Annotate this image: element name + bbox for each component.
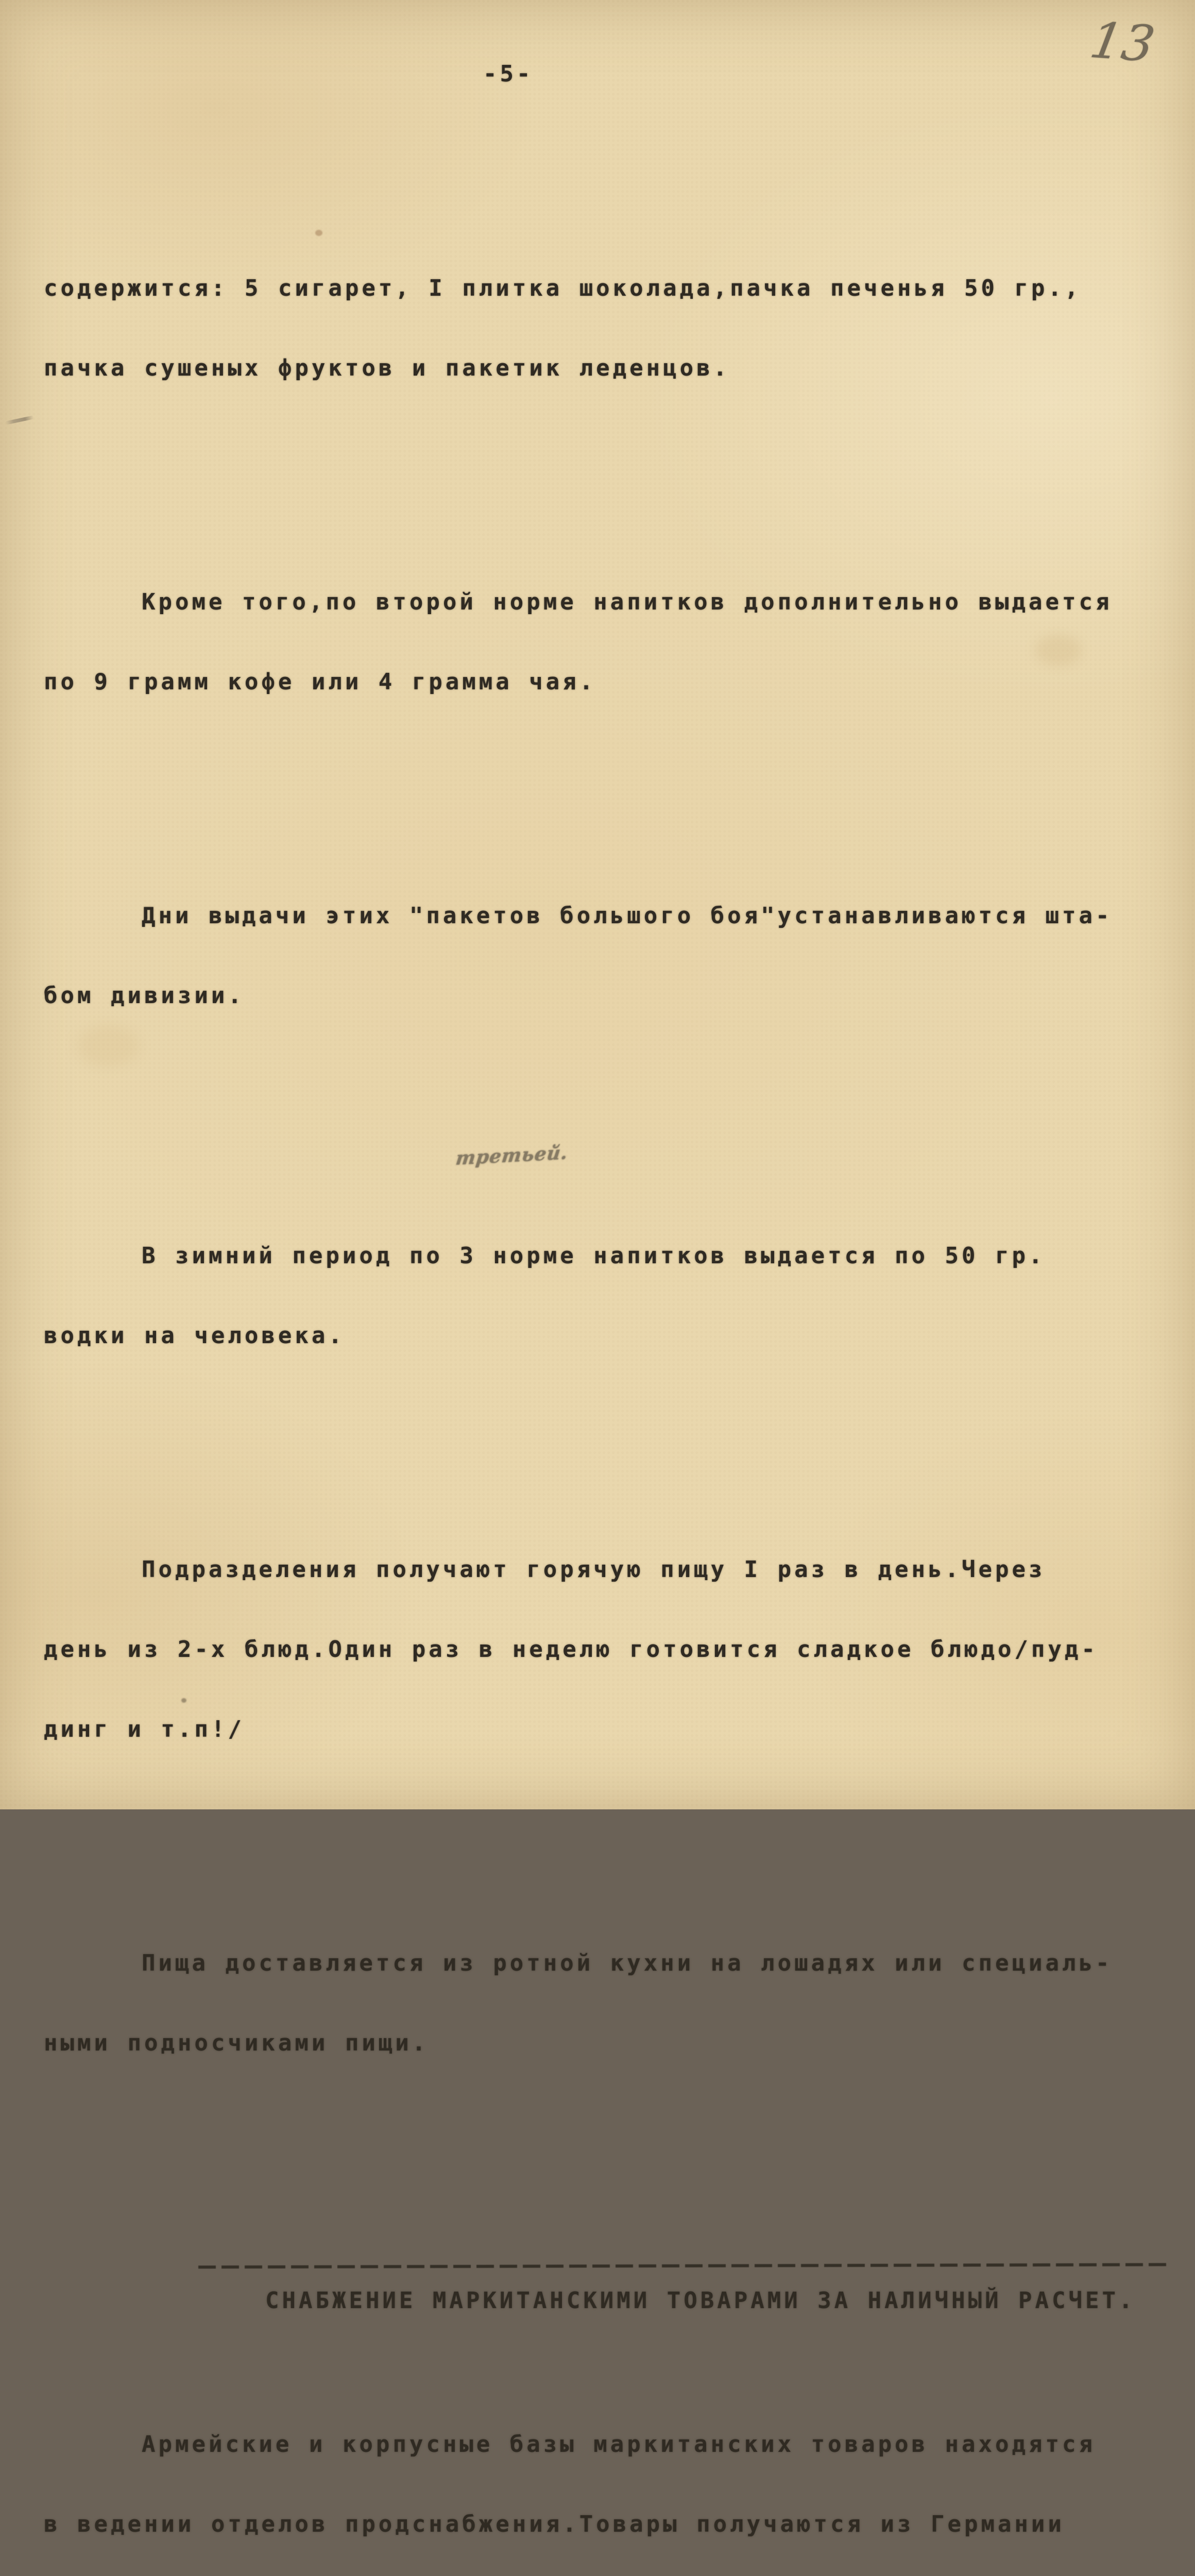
typed-page-number: -5- <box>483 61 534 87</box>
paragraph <box>44 2378 1156 2431</box>
text-line: динг и т.п!/ <box>44 1716 245 1742</box>
section-heading: СНАБЖЕНИЕ МАРКИТАНСКИМИ ТОВАРАМИ ЗА НАЛИЧНЫЙ РАСЧЕТ. <box>265 2287 1136 2314</box>
paragraph <box>44 1142 1156 1242</box>
paragraph <box>44 850 1156 902</box>
heading-underline <box>198 2263 1169 2269</box>
paragraph <box>44 1503 1156 1556</box>
pencil-annotation: третьей. <box>454 1142 570 1170</box>
document-body <box>44 143 1156 2576</box>
text-line: Подразделения получают горячую пищу I раз в день.Через <box>142 1556 1046 1583</box>
text-line: Армейские и корпусные базы маркитанских товаров находятся <box>142 2431 1096 2458</box>
text-line: Пища доставляется из ротной кухни на лошадях или специаль- <box>142 1950 1113 1976</box>
pencil-margin-mark <box>5 415 34 425</box>
text-line: ными подносчиками пищи. <box>44 2030 429 2056</box>
section-heading-block <box>44 2234 1156 2314</box>
text-line: Дни выдачи этих "пакетов большого боя"устанавливаются шта- <box>142 903 1113 929</box>
text-line: в ведении отделов продснабжения.Товары получаются из Германии <box>44 2511 1065 2537</box>
text-line: бом дивизии. <box>44 982 245 1009</box>
text-line: пачка сушеных фруктов и пакетик леденцов. <box>44 355 730 381</box>
text-line: содержится: 5 сигарет, I плитка шоколада,пачка печенья 50 гр., <box>44 275 1082 301</box>
text-line: В зимний период по 3 норме напитков выдается по 50 гр. <box>142 1243 1046 1269</box>
paragraph <box>44 222 1156 275</box>
paragraph <box>44 1897 1156 1950</box>
text-line: Кроме того,по второй норме напитков дополнительно выдается <box>142 589 1113 615</box>
text-line: водки на человека. <box>44 1323 345 1349</box>
paragraph <box>44 536 1156 588</box>
text-line: по 9 грамм кофе или 4 грамма чая. <box>44 669 596 695</box>
handwritten-page-number: 13 <box>1086 11 1159 73</box>
text-line: день из 2-х блюд.Один раз в неделю готовится сладкое блюдо/пуд- <box>44 1636 1098 1663</box>
